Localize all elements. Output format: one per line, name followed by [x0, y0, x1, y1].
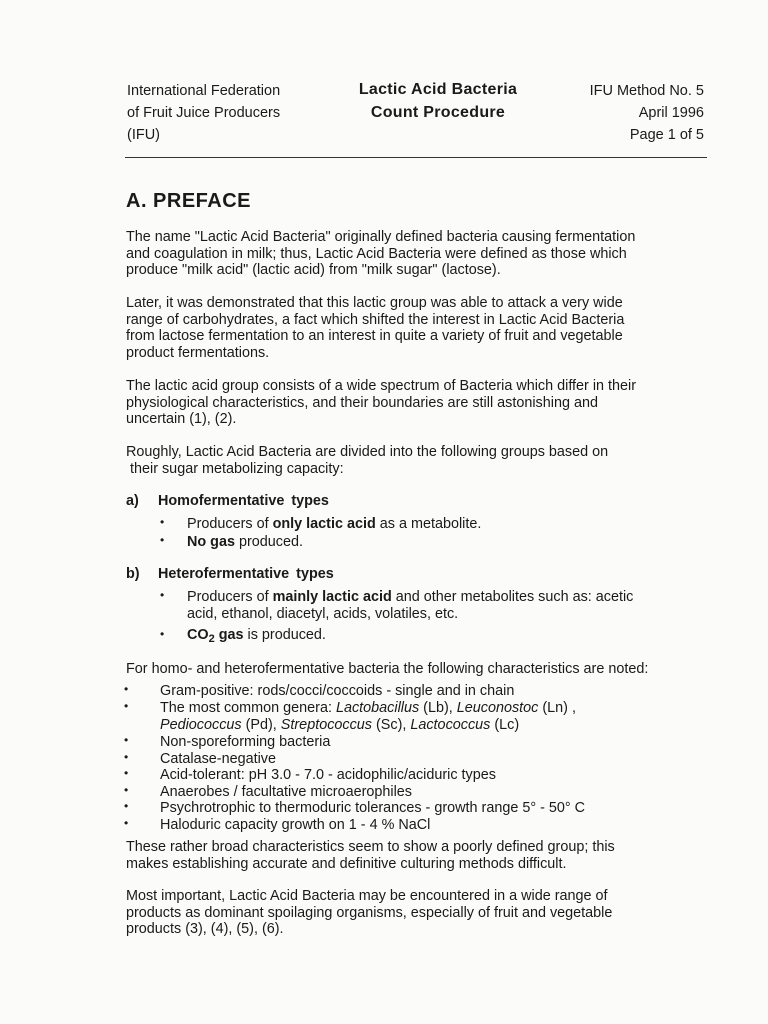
- header-title-line: Lactic Acid Bacteria: [358, 81, 518, 98]
- genus-name: Pediococcus: [160, 716, 242, 733]
- subscript: 2: [208, 633, 215, 645]
- text-line: [160, 700, 720, 717]
- bullet-icon: •: [124, 733, 129, 747]
- text-line: makes establishing accurate and definitive culturing methods difficult.: [126, 855, 567, 872]
- bullet-icon: •: [160, 533, 165, 547]
- text-line: uncertain (1), (2).: [126, 411, 237, 428]
- genus-name: Leuconostoc: [456, 700, 539, 716]
- text-line: [187, 589, 697, 606]
- group-a-bullet-2: [187, 534, 303, 551]
- text-line: produce "milk acid" (lactic acid) from "milk sugar" (lactose).: [126, 262, 501, 279]
- text-line: from lactose fermentation to an interest in quite a variety of fruit and vegetable: [126, 328, 623, 345]
- header-org-line: International Federation: [127, 83, 281, 99]
- text-line: products as dominant spoilaging organisms, especially of fruit and vegetable: [126, 904, 613, 921]
- text-line: acid, ethanol, diacetyl, acids, volatiles, etc.: [187, 605, 459, 622]
- header-date: April 1996: [638, 105, 704, 121]
- paragraph: [126, 444, 716, 477]
- genus-name: Lactobacillus: [335, 700, 420, 716]
- emphasis: only lactic acid: [272, 516, 376, 532]
- characteristic-item: Psychrotrophic to thermoduric tolerances - growth range 5° - 50° C: [160, 800, 586, 816]
- group-b-bullet-1: [187, 589, 697, 622]
- header-title-line: Count Procedure: [370, 104, 506, 121]
- header-org-line: of Fruit Juice Producers: [127, 105, 281, 121]
- text: Producers of: [187, 589, 273, 605]
- bullet-icon: •: [124, 682, 129, 696]
- characteristic-item: [160, 700, 720, 733]
- text: is produced.: [243, 627, 326, 643]
- text-line: [160, 717, 720, 734]
- text-line: Later, it was demonstrated that this lactic group was able to attack a very wide: [126, 295, 623, 311]
- text-line: Roughly, Lactic Acid Bacteria are divided into the following groups based on: [126, 444, 609, 460]
- text-line: The name "Lactic Acid Bacteria" originally defined bacteria causing fermentation: [126, 229, 636, 245]
- section-title: A. PREFACE: [126, 190, 252, 212]
- paragraph: [126, 839, 716, 872]
- text: (Sc),: [371, 716, 411, 733]
- characteristic-item: Gram-positive: rods/cocci/coccoids - single and in chain: [160, 683, 515, 699]
- paragraph: [126, 661, 716, 678]
- paragraph: [126, 295, 716, 361]
- paragraph: [126, 378, 716, 428]
- text-line: These rather broad characteristics seem to show a poorly defined group; this: [126, 839, 615, 855]
- bullet-icon: •: [160, 627, 165, 641]
- text-line: range of carbohydrates, a fact which shifted the interest in Lactic Acid Bacteria: [126, 311, 625, 328]
- characteristic-item: Catalase-negative: [160, 751, 276, 767]
- bullet-icon: •: [124, 799, 129, 813]
- text: as a metabolite.: [375, 516, 482, 532]
- bullet-icon: •: [124, 766, 129, 780]
- genus-name: Lactococcus: [410, 716, 491, 733]
- bullet-icon: •: [124, 816, 129, 830]
- text-line: product fermentations.: [126, 344, 270, 361]
- group-label: a): [126, 493, 139, 509]
- paragraph: [126, 888, 716, 938]
- genus-name: Streptococcus: [280, 716, 372, 733]
- group-title: Homofermentative types: [158, 493, 329, 509]
- emphasis: CO: [187, 627, 209, 643]
- text-line: and coagulation in milk; thus, Lactic Acid Bacteria were defined as those which: [126, 245, 627, 262]
- header-document-title: [318, 78, 558, 124]
- bullet-icon: •: [124, 750, 129, 764]
- bullet-icon: •: [160, 515, 165, 529]
- header-organization: [127, 80, 280, 146]
- header-page-number: Page 1 of 5: [629, 127, 704, 143]
- bullet-icon: •: [124, 699, 129, 713]
- characteristic-item: Non-sporeforming bacteria: [160, 734, 331, 750]
- header-org-line: (IFU): [127, 127, 161, 143]
- group-label: b): [126, 566, 140, 582]
- characteristic-item: Anaerobes / facultative microaerophiles: [160, 784, 412, 800]
- text: produced.: [234, 534, 303, 550]
- text: The most common genera:: [160, 700, 336, 716]
- text-line: their sugar metabolizing capacity:: [126, 460, 344, 477]
- text-line: The lactic acid group consists of a wide spectrum of Bacteria which differ in their: [126, 378, 637, 394]
- text-line: Most important, Lactic Acid Bacteria may be encountered in a wide range of: [126, 888, 608, 904]
- emphasis: gas: [214, 627, 244, 643]
- emphasis: No gas: [187, 534, 235, 550]
- text: (Ln) ,: [538, 700, 576, 716]
- text-line: For homo- and heterofermentative bacteria the following characteristics are noted:: [126, 661, 649, 677]
- characteristic-item: Acid-tolerant: pH 3.0 - 7.0 - acidophilic/aciduric types: [160, 767, 496, 783]
- group-title: Heterofermentative types: [158, 566, 334, 582]
- text: (Lb),: [419, 700, 457, 716]
- group-a-bullet-1: [187, 516, 481, 533]
- group-b-bullet-2: [187, 627, 326, 648]
- text: and other metabolites such as: acetic: [391, 589, 634, 605]
- bullet-icon: •: [160, 588, 165, 602]
- text: Producers of: [187, 516, 273, 532]
- header-method-number: IFU Method No. 5: [589, 83, 704, 99]
- header-method-info: [590, 80, 704, 146]
- header-divider: [125, 157, 707, 158]
- characteristic-item: Haloduric capacity growth on 1 - 4 % NaCl: [160, 817, 431, 833]
- text: (Lc): [490, 716, 520, 733]
- group-a-heading: [126, 493, 329, 509]
- text: (Pd),: [241, 716, 281, 733]
- emphasis: mainly lactic acid: [272, 589, 392, 605]
- group-b-heading: [126, 566, 334, 582]
- bullet-icon: •: [124, 783, 129, 797]
- text-line: physiological characteristics, and their boundaries are still astonishing and: [126, 394, 598, 411]
- paragraph: [126, 229, 716, 279]
- text-line: products (3), (4), (5), (6).: [126, 921, 284, 938]
